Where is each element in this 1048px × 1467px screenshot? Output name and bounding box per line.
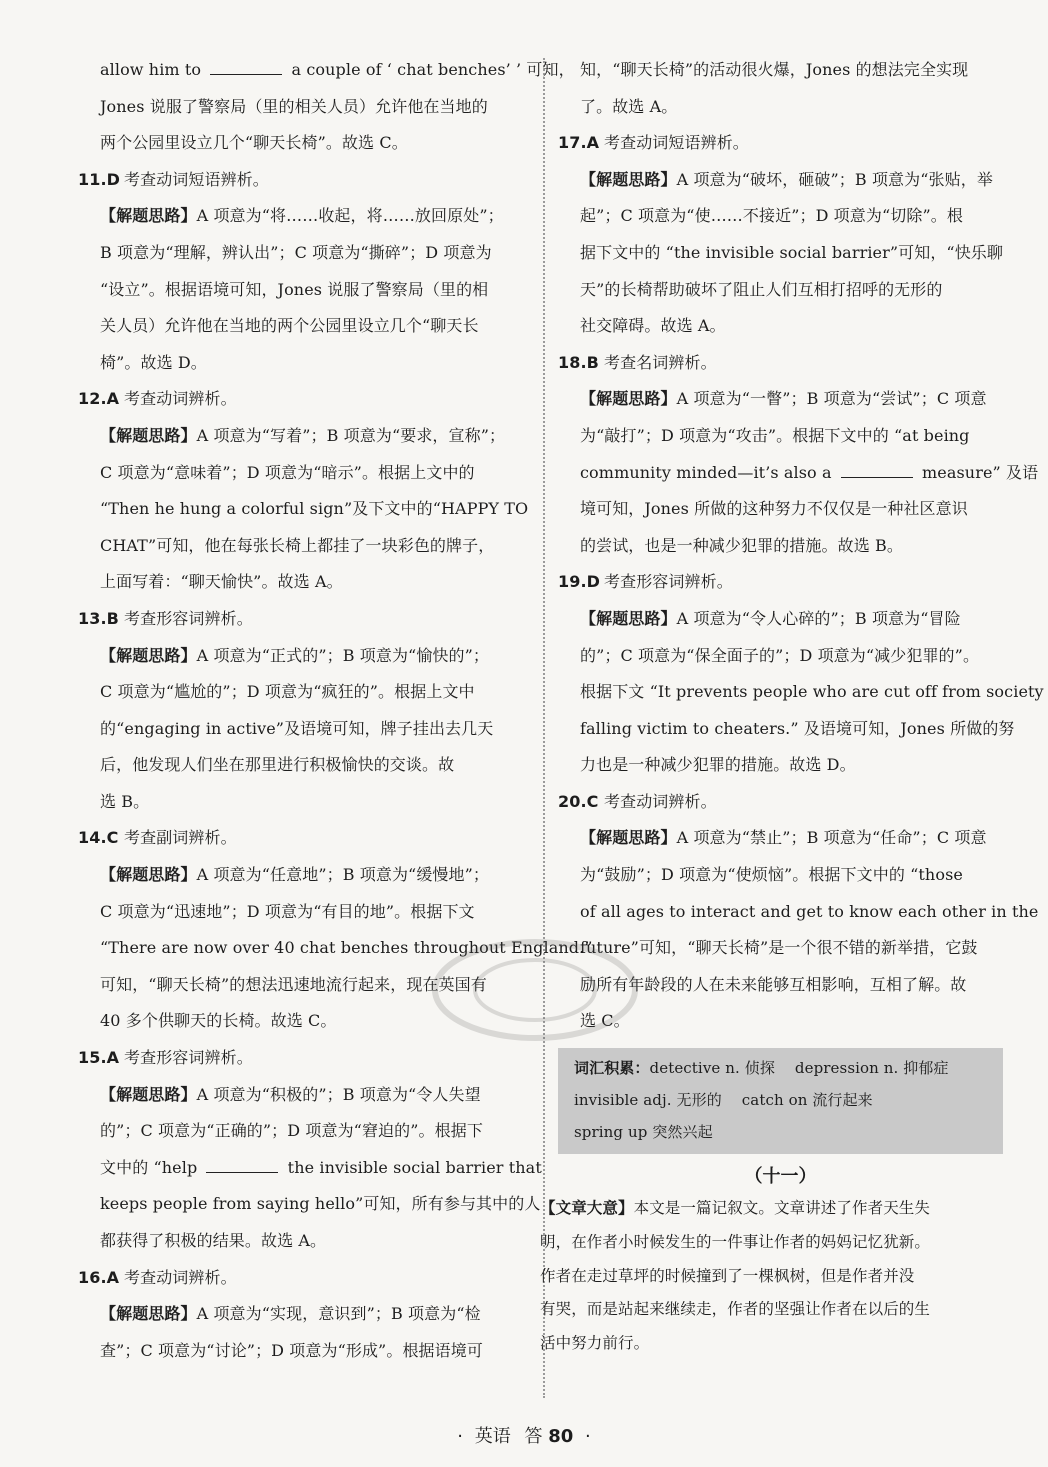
question-topic: 考查动词辨析。 <box>604 791 717 811</box>
answer-blank <box>841 464 913 478</box>
explanation-line <box>558 162 1003 199</box>
text-line: of all ages to interact and get to know each other in the <box>580 901 1039 921</box>
text-line: 据下文中的 “the invisible social barrier”可知，“快乐聊 <box>580 242 1004 262</box>
explanation-text: A 项意为“令人心碎的”；B 项意为“冒险 <box>676 608 961 628</box>
text-line: 两个公园里设立几个“聊天长椅”。故选 C。 <box>100 133 408 153</box>
question-topic: 考查动词短语辨析。 <box>604 133 749 153</box>
explanation-label: 【解题思路】 <box>580 389 677 409</box>
summary-line: 活中努力前行。 <box>540 1334 650 1353</box>
question-topic: 考查动词辨析。 <box>124 1267 237 1287</box>
explanation-text: A 项意为“一瞥”；B 项意为“尝试”；C 项意 <box>676 389 987 409</box>
explanation-line <box>558 601 1003 638</box>
explanation-line <box>78 198 528 235</box>
explanation-label: 【解题思路】 <box>100 1084 197 1104</box>
text-line: keeps people from saying hello”可知，所有参与其中的人 <box>100 1194 541 1214</box>
explanation-label: 【解题思路】 <box>100 1304 197 1324</box>
text-line: 后，他发现人们坐在那里进行积极愉快的交谈。故 <box>100 755 455 775</box>
vocab-line: spring up 突然兴起 <box>574 1123 713 1142</box>
question-number: 20.C <box>558 791 599 811</box>
text-line: CHAT”可知，他在每张长椅上都挂了一块彩色的牌子， <box>100 535 495 555</box>
text-line: B 项意为“理解，辨认出”；C 项意为“撕碎”；D 项意为 <box>100 242 492 262</box>
text-line <box>78 1150 542 1187</box>
explanation-label: 【解题思路】 <box>580 169 677 189</box>
text-line: 社交障碍。故选 A。 <box>580 316 726 336</box>
question-header <box>78 381 528 418</box>
text-line: 上面写着：“聊天愉快”。故选 A。 <box>100 572 343 592</box>
explanation-label: 【解题思路】 <box>100 865 197 885</box>
text-line: “There are now over 40 chat benches throughout England.” <box>100 938 593 958</box>
explanation-line <box>78 418 528 455</box>
summary-line: 明，在作者小时候发生的一件事让作者的妈妈记忆犹新。 <box>540 1232 931 1251</box>
text-line: 的”；C 项意为“正确的”；D 项意为“窘迫的”。根据下 <box>100 1121 483 1141</box>
explanation-line <box>78 1077 528 1114</box>
vocab-line: detective n. 侦探 depression n. 抑郁症 <box>649 1059 949 1078</box>
question-number: 13.B <box>78 608 119 628</box>
text-line: Jones 说服了警察局（里的相关人员）允许他在当地的 <box>100 96 488 116</box>
text-line: C 项意为“尴尬的”；D 项意为“疯狂的”。根据上文中 <box>100 682 475 702</box>
text-line: 天”的长椅帮助破坏了阻止人们互相打招呼的无形的 <box>580 279 943 299</box>
vocab-line: invisible adj. 无形的 catch on 流行起来 <box>574 1091 873 1110</box>
explanation-text: A 项意为“实现，意识到”；B 项意为“检 <box>196 1304 481 1324</box>
question-header <box>78 601 528 638</box>
explanation-label: 【解题思路】 <box>100 645 197 665</box>
summary-line: 有哭，而是站起来继续走，作者的坚强让作者在以后的生 <box>540 1300 931 1319</box>
question-header <box>558 564 1003 601</box>
explanation-label: 【解题思路】 <box>580 608 677 628</box>
answer-blank <box>210 61 282 75</box>
text-line: 的“engaging in active”及语境可知，牌子挂出去几天 <box>100 718 494 738</box>
text-line: C 项意为“意味着”；D 项意为“暗示”。根据上文中的 <box>100 462 475 482</box>
question-header <box>78 1260 528 1297</box>
question-topic: 考查副词辨析。 <box>124 828 237 848</box>
summary-block <box>540 1192 1003 1361</box>
question-topic: 考查动词辨析。 <box>124 389 237 409</box>
text-line: 都获得了积极的结果。故选 A。 <box>100 1231 327 1250</box>
text-line: falling victim to cheaters.” 及语境可知，Jones 所做的努 <box>580 718 1015 738</box>
text-line: 关人员）允许他在当地的两个公园里设立几个“聊天长 <box>100 316 479 336</box>
explanation-line <box>78 857 528 894</box>
text-line: 力也是一种减少犯罪的措施。故选 D。 <box>580 755 856 775</box>
explanation-text: A 项意为“禁止”；B 项意为“任命”；C 项意 <box>676 828 987 848</box>
section-title: （十一） <box>744 1166 817 1188</box>
explanation-line <box>78 638 528 675</box>
summary-label: 【文章大意】 <box>540 1199 634 1218</box>
explanation-line <box>78 1296 528 1333</box>
text-line <box>78 52 575 89</box>
text-line: 40 多个供聊天的长椅。故选 C。 <box>100 1011 337 1031</box>
question-number: 19.D <box>558 572 601 592</box>
explanation-text: A 项意为“正式的”；B 项意为“愉快的”； <box>196 645 490 665</box>
text-line: 的”；C 项意为“保全面子的”；D 项意为“减少犯罪的”。 <box>580 645 980 665</box>
vocab-box <box>558 1048 1003 1154</box>
question-number: 15.A <box>78 1048 120 1068</box>
text-segment: community minded—it’s also a <box>580 462 837 482</box>
question-header <box>78 1040 528 1077</box>
text-line: 椅”。故选 D。 <box>100 352 207 372</box>
explanation-text: A 项意为“任意地”；B 项意为“缓慢地”； <box>196 865 490 885</box>
question-header <box>78 820 528 857</box>
right-answer-lines <box>558 52 1044 1040</box>
question-topic: 考查形容词辨析。 <box>604 572 733 592</box>
text-line: 选 C。 <box>580 1011 630 1031</box>
text-segment: 文中的 “help <box>100 1157 203 1177</box>
footer-page-prefix: 答 <box>524 1426 543 1447</box>
question-topic: 考查动词短语辨析。 <box>124 169 269 189</box>
explanation-text: A 项意为“破坏，砸破”；B 项意为“张贴，举 <box>676 169 993 189</box>
summary-line: 本文是一篇记叙文。文章讲述了作者天生失 <box>633 1199 931 1218</box>
text-line: 了。故选 A。 <box>580 96 678 116</box>
explanation-text: A 项意为“写着”；B 项意为“要求，宣称”； <box>196 425 506 445</box>
summary-line: 作者在走过草坪的时候撞到了一棵枫树，但是作者并没 <box>540 1266 915 1285</box>
answer-blank <box>206 1159 278 1173</box>
text-line: 为“鼓励”；D 项意为“使烦恼”。根据下文中的 “those <box>580 865 963 885</box>
explanation-text: A 项意为“将……收起，将……放回原处”； <box>196 206 504 226</box>
text-line: “设立”。根据语境可知，Jones 说服了警察局（里的相 <box>100 279 489 299</box>
question-number: 18.B <box>558 352 599 372</box>
question-topic: 考查形容词辨析。 <box>124 608 253 628</box>
question-topic: 考查形容词辨析。 <box>124 1048 253 1068</box>
text-line: 根据下文 “It prevents people who are cut off from society <box>580 682 1044 702</box>
vocab-label: 词汇积累： <box>574 1059 650 1078</box>
text-line: 可知，“聊天长椅”的想法迅速地流行起来，现在英国有 <box>100 974 487 994</box>
question-header <box>558 345 1003 382</box>
question-number: 17.A <box>558 133 600 153</box>
page-footer <box>0 1422 1048 1448</box>
text-line: 境可知，Jones 所做的这种努力不仅仅是一种社区意识 <box>580 499 968 519</box>
text-line: future”可知，“聊天长椅”是一个很不错的新举措，它鼓 <box>580 938 978 958</box>
text-segment: the invisible social barrier that <box>282 1157 542 1177</box>
question-number: 14.C <box>78 828 119 848</box>
text-segment: allow him to <box>100 60 207 79</box>
text-line: 励所有年龄段的人在未来能够互相影响，互相了解。故 <box>580 974 967 994</box>
question-header <box>558 125 1003 162</box>
explanation-line <box>558 820 1003 857</box>
text-line: 知，“聊天长椅”的活动很火爆，Jones 的想法完全实现 <box>580 60 969 79</box>
question-header <box>558 784 1003 821</box>
explanation-label: 【解题思路】 <box>100 206 197 226</box>
footer-dot: · <box>457 1426 463 1447</box>
text-line: 为“敲打”；D 项意为“攻击”。根据下文中的 “at being <box>580 425 970 445</box>
text-line <box>558 455 1039 492</box>
text-segment: a couple of ‘ chat benches’ ’ 可知， <box>286 60 575 79</box>
question-number: 16.A <box>78 1267 120 1287</box>
text-segment: measure” 及语 <box>916 462 1039 482</box>
explanation-line <box>558 381 1003 418</box>
text-line: 查”；C 项意为“讨论”；D 项意为“形成”。根据语境可 <box>100 1340 483 1360</box>
footer-page-number: 80 <box>548 1426 574 1447</box>
explanation-label: 【解题思路】 <box>580 828 677 848</box>
text-line: 选 B。 <box>100 791 150 811</box>
explanation-label: 【解题思路】 <box>100 425 197 445</box>
question-header <box>78 162 528 199</box>
text-line: “Then he hung a colorful sign”及下文中的“HAPPY TO <box>100 499 529 519</box>
footer-dot: · <box>585 1426 591 1447</box>
footer-subject: 英语 <box>474 1426 511 1447</box>
right-column <box>540 52 1044 1361</box>
text-line: 起”；C 项意为“使……不接近”；D 项意为“切除”。根 <box>580 206 963 226</box>
question-number: 11.D <box>78 169 121 189</box>
text-line: 的尝试，也是一种减少犯罪的措施。故选 B。 <box>580 535 903 555</box>
question-topic: 考查名词辨析。 <box>604 352 717 372</box>
text-line: C 项意为“迅速地”；D 项意为“有目的地”。根据下文 <box>100 901 475 921</box>
explanation-text: A 项意为“积极的”；B 项意为“令人失望 <box>196 1084 481 1104</box>
question-number: 12.A <box>78 389 120 409</box>
